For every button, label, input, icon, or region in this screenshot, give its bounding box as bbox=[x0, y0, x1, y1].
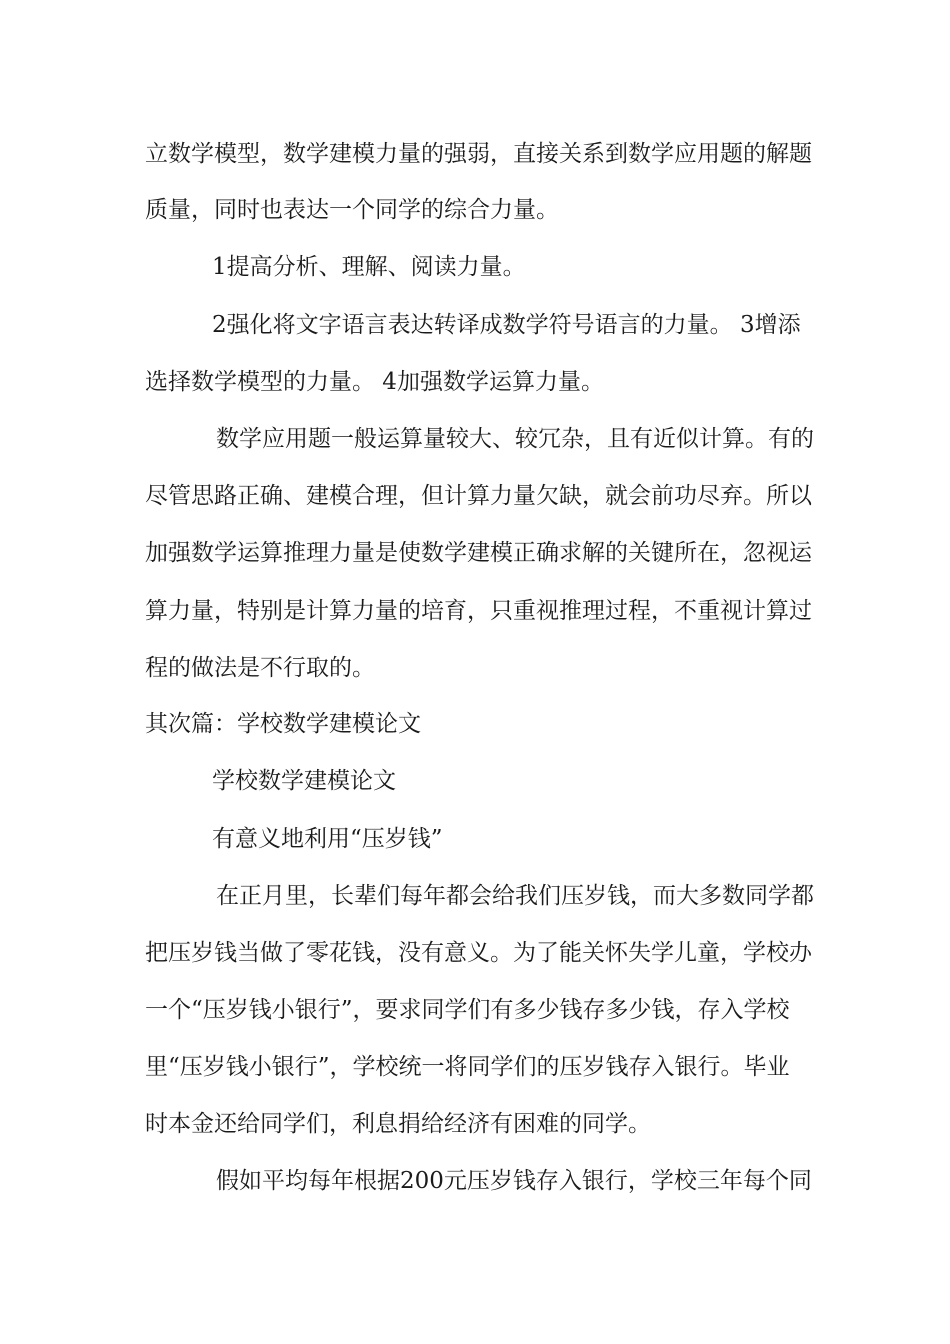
paragraph-line: 里“压岁钱小银行”，学校统一将同学们的压岁钱存入银行。毕业 bbox=[145, 1054, 790, 1080]
paragraph-line: 一个“压岁钱小银行”，要求同学们有多少钱存多少钱，存入学校 bbox=[145, 997, 790, 1023]
paragraph-line: 在正月里，长辈们每年都会给我们压岁钱，而大多数同学都 bbox=[216, 883, 814, 909]
paragraph-line: 立数学模型，数学建模力量的强弱，直接关系到数学应用题的解题 bbox=[145, 141, 812, 167]
paper-title: 学校数学建模论文 bbox=[212, 768, 396, 794]
paragraph-line: 质量，同时也表达一个同学的综合力量。 bbox=[145, 197, 559, 223]
paragraph-line: 数学应用题一般运算量较大、较冗杂，且有近似计算。有的 bbox=[216, 426, 814, 452]
paragraph-line: 算力量，特别是计算力量的培育，只重视推理过程，不重视计算过 bbox=[145, 598, 812, 624]
paragraph-line: 加强数学运算推理力量是使数学建模正确求解的关键所在，忽视运 bbox=[145, 540, 812, 566]
list-item: 1提高分析、理解、阅读力量。 bbox=[212, 254, 526, 280]
section-heading: 其次篇：学校数学建模论文 bbox=[145, 711, 421, 737]
list-item: 2强化将文字语言表达转译成数学符号语言的力量。 3增添 bbox=[212, 312, 801, 338]
paragraph-line: 时本金还给同学们，利息捐给经济有困难的同学。 bbox=[145, 1111, 651, 1137]
paragraph-line: 选择数学模型的力量。 4加强数学运算力量。 bbox=[145, 369, 604, 395]
paragraph-line: 程的做法是不行取的。 bbox=[145, 655, 375, 681]
paragraph-line: 假如平均每年根据200元压岁钱存入银行，学校三年每个同 bbox=[216, 1168, 812, 1194]
paragraph-line: 尽管思路正确、建模合理，但计算力量欠缺，就会前功尽弃。所以 bbox=[145, 483, 812, 509]
paper-subtitle: 有意义地利用“压岁钱” bbox=[212, 826, 443, 852]
paragraph-line: 把压岁钱当做了零花钱，没有意义。为了能关怀失学儿童，学校办 bbox=[145, 940, 812, 966]
